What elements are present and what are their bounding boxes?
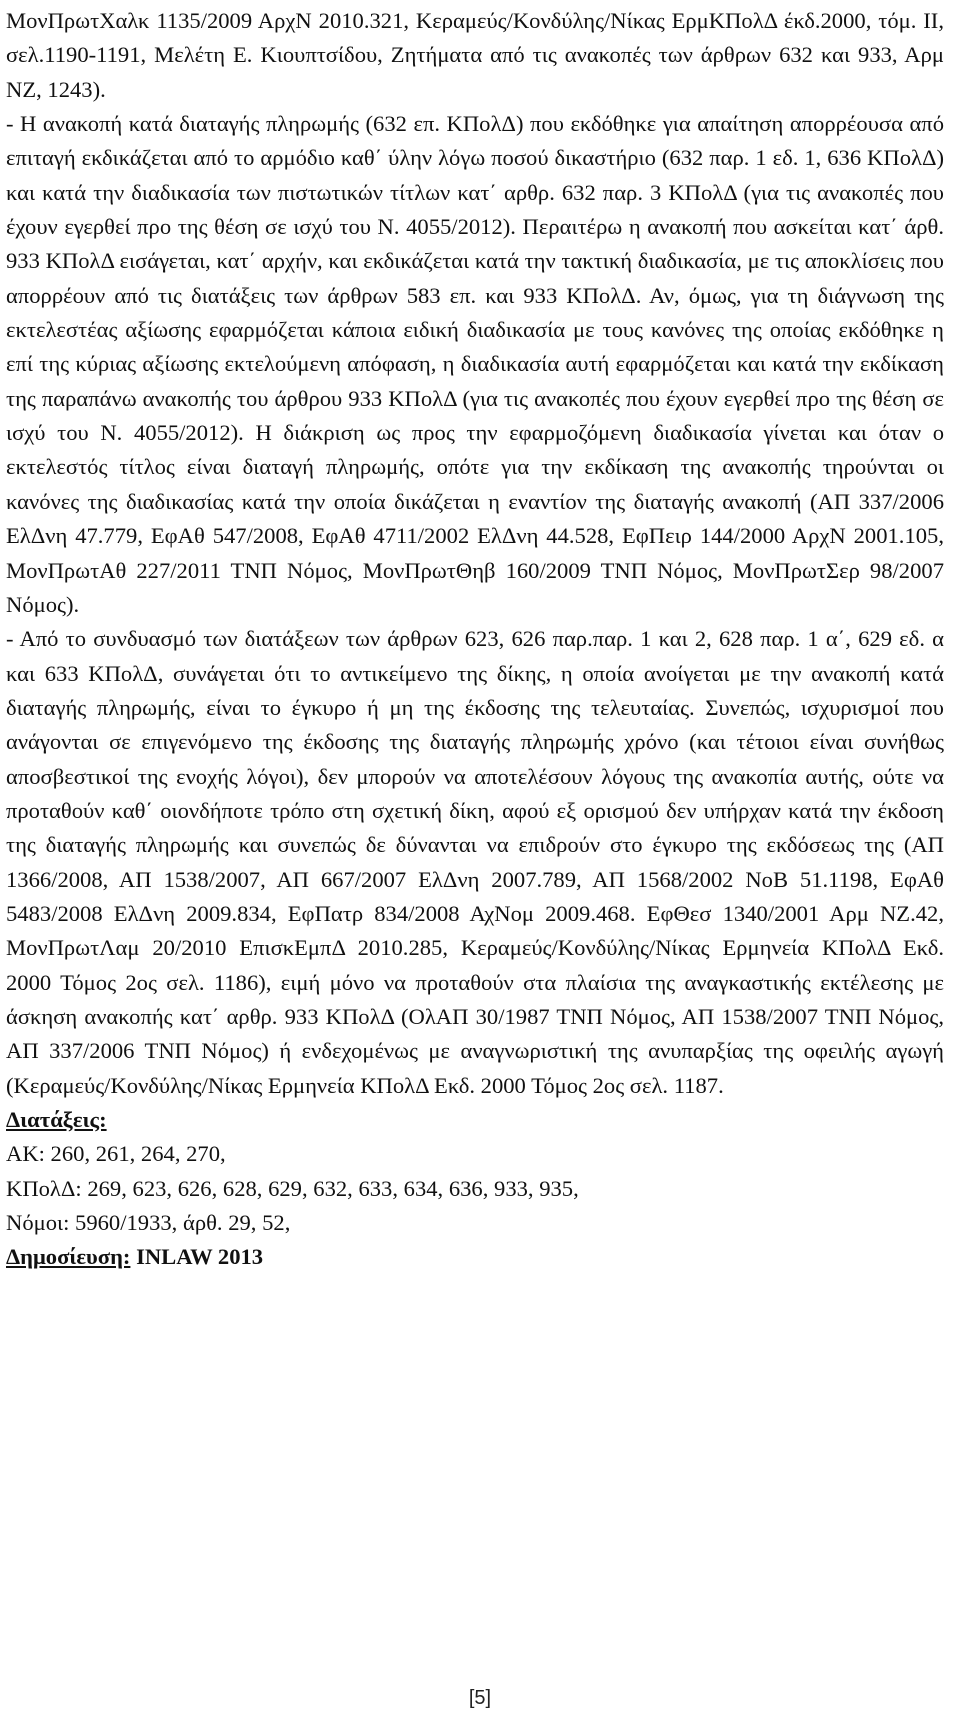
publication-label: Δημοσίευση: xyxy=(6,1244,131,1270)
provision-civil-procedure: ΚΠολΔ: 269, 623, 626, 628, 629, 632, 633, 634, 636, 933, 935, xyxy=(6,1175,579,1201)
paragraph-citations-continued: ΜονΠρωτΧαλκ 1135/2009 ΑρχΝ 2010.321, Κεραμεύς/Κονδύλης/Νίκας ΕρμΚΠολΔ έκδ.2000, τόμ. ΙΙ, σελ.1190-1191, Μελέτη Ε. Κιουπτσίδου, Ζητήματα από τις ανακοπές των άρθρων 632 και 933, Αρμ ΝΖ, 1243). xyxy=(6,8,944,102)
page-number: [5] xyxy=(468,1687,492,1709)
provision-laws: Νόμοι: 5960/1933, άρθ. 29, 52, xyxy=(6,1210,291,1236)
publication-line xyxy=(6,1240,944,1274)
paragraph-scope-of-trial: - Από το συνδυασμό των διατάξεων των άρθρων 623, 626 παρ.παρ. 1 και 2, 628 παρ. 1 α΄, 629 εδ. α και 633 ΚΠολΔ, συνάγεται ότι το αντικείμενο της δίκης, η οποία ανοίγεται με την ανακοπή κατά διαταγής πληρωμής, είναι το έγκυρο ή μη της έκδοσης της τελευταίας. Συνεπώς, ισχυρισμοί που ανάγονται σε επιγενόμενο της έκδοσης της διαταγής πληρωμής χρόνο (και τέτοιοι είναι συνήθως αποσβεστικοί της ενοχής λόγοι), δεν μπορούν να αποτελέσουν λόγους της ανακοπία αυτής, ούτε να προταθούν καθ΄ οιονδήποτε τρόπο στη σχετική δίκη, αφού εξ ορισμού δεν υπήρχαν κατά την έκδοση της διαταγής πληρωμής και συνεπώς δε δύνανται να επιδρούν στο έγκυρο της εκδόσεως της (ΑΠ 1366/2008, ΑΠ 1538/2007, ΑΠ 667/2007 ΕλΔνη 2007.789, ΑΠ 1568/2002 ΝοΒ 51.1198, ΕφΑθ 5483/2008 ΕλΔνη 2009.834, ΕφΠατρ 834/2008 ΑχΝομ 2009.468. ΕφΘεσ 1340/2001 Αρμ ΝΖ.42, ΜονΠρωτΛαμ 20/2010 ΕπισκΕμπΔ 2010.285, Κεραμεύς/Κονδύλης/Νίκας Ερμηνεία ΚΠολΔ Εκδ. 2000 Τόμος 2ος σελ. 1186), ειμή μόνο να προταθούν στα πλαίσια της αναγκαστικής εκτέλεσης με άσκηση ανακοπής κατ΄ αρθρ. 933 ΚΠολΔ (ΟλΑΠ 30/1987 ΤΝΠ Νόμος, ΑΠ 1538/2007 ΤΝΠ Νόμος, ΑΠ 337/2006 ΤΝΠ Νόμος) ή ενδεχομένως με αναγνωριστική της ανυπαρξίας της οφειλής αγωγή (Κεραμεύς/Κονδύλης/Νίκας Ερμηνεία ΚΠολΔ Εκδ. 2000 Τόμος 2ος σελ. 1187. xyxy=(6,626,944,1098)
publication-value: INLAW 2013 xyxy=(136,1244,264,1270)
provisions-heading: Διατάξεις: xyxy=(6,1107,107,1132)
document-body xyxy=(6,4,944,1275)
paragraph-opposition-procedure: - Η ανακοπή κατά διαταγής πληρωμής (632 επ. ΚΠολΔ) που εκδόθηκε για απαίτηση απορρέουσα από επιταγή εκδικάζεται από το αρμόδιο καθ΄ ύλην λόγω ποσού δικαστήριο (632 παρ. 1 εδ. 1, 636 ΚΠολΔ) και κατά την διαδικασία των πιστωτικών τίτλων κατ΄ αρθρ. 632 παρ. 3 ΚΠολΔ (για τις ανακοπές που έχουν εγερθεί προ της θέση σε ισχύ του Ν. 4055/2012). Περαιτέρω η ανακοπή που ασκείται κατ΄ άρθ. 933 ΚΠολΔ εισάγεται, κατ΄ αρχήν, και εκδικάζεται κατά την τακτική διαδικασία, με τις αποκλίσεις που απορρέουν από τις διατάξεις των άρθρων 583 επ. και 933 ΚΠολΔ. Αν, όμως, για τη διάγνωση της εκτελεστέας αξίωσης εφαρμόζεται κάποια ειδική διαδικασία με τους κανόνες της οποίας εκδόθηκε η επί της κύριας αξίωσης εκτελούμενη απόφαση, η διαδικασία αυτή εφαρμόζεται και κατά την εκδίκαση της παραπάνω ανακοπής του άρθρου 933 ΚΠολΔ (για τις ανακοπές που έχουν εγερθεί προ της θέση σε ισχύ του Ν. 4055/2012). Η διάκριση ως προς την εφαρμοζόμενη διαδικασία γίνεται και όταν ο εκτελεστός τίτλος είναι διαταγή πληρωμής, οπότε για την εκδίκαση της ανακοπής τηρούνται οι κανόνες της διαδικασίας κατά την οποία δικάζεται η εναντίον της διαταγής ανακοπή (ΑΠ 337/2006 ΕλΔνη 47.779, ΕφΑθ 547/2008, ΕφΑθ 4711/2002 ΕλΔνη 44.528, ΕφΠειρ 144/2000 ΑρχΝ 2001.105, ΜονΠρωτΑθ 227/2011 ΤΝΠ Νόμος, ΜονΠρωτΘηβ 160/2009 ΤΝΠ Νόμος, ΜονΠρωτΣερ 98/2007 Νόμος). xyxy=(6,111,944,617)
provision-civil-code: ΑΚ: 260, 261, 264, 270, xyxy=(6,1141,226,1167)
